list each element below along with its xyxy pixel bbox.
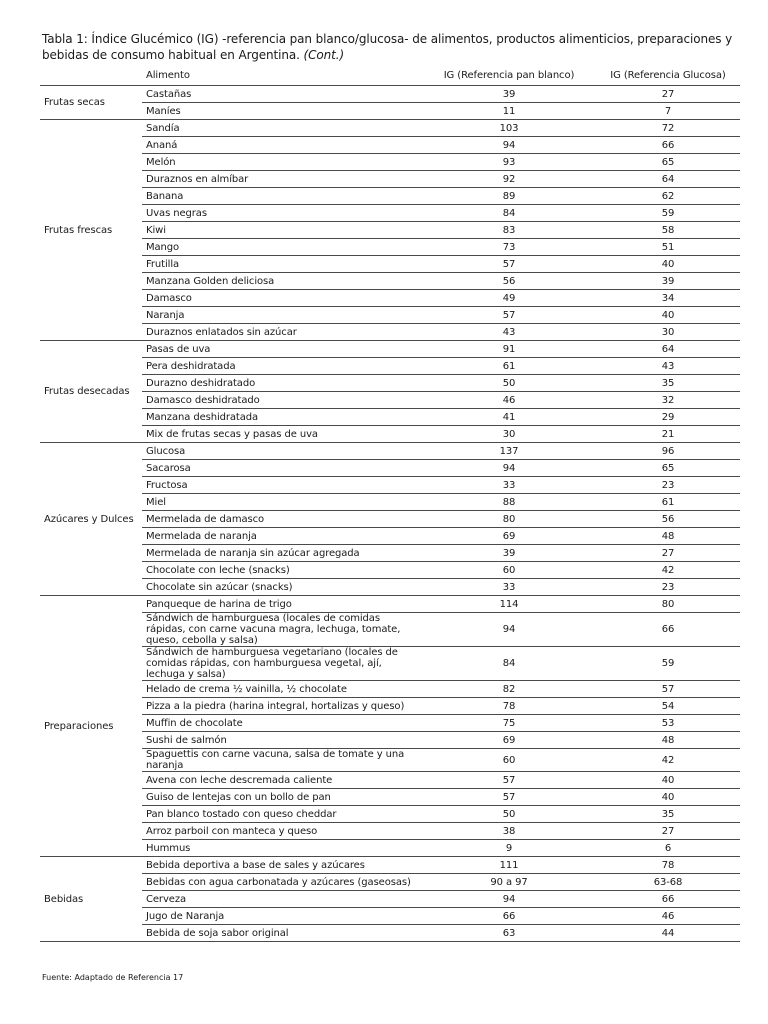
ig-bread-value: 103 xyxy=(422,120,596,137)
ig-glucose-value: 59 xyxy=(596,205,740,222)
ig-bread-value: 94 xyxy=(422,137,596,154)
food-name: Fructosa xyxy=(142,477,422,494)
ig-bread-value: 41 xyxy=(422,409,596,426)
ig-bread-value: 49 xyxy=(422,290,596,307)
table-row xyxy=(40,222,740,239)
table-row xyxy=(40,579,740,596)
ig-glucose-value: 44 xyxy=(596,925,740,942)
table-row xyxy=(40,120,740,137)
food-name: Frutilla xyxy=(142,256,422,273)
food-name: Pizza a la piedra (harina integral, hortalizas y queso) xyxy=(142,698,422,715)
ig-glucose-value: 39 xyxy=(596,273,740,290)
food-name: Manzana Golden deliciosa xyxy=(142,273,422,290)
food-name: Mermelada de damasco xyxy=(142,511,422,528)
ig-bread-value: 82 xyxy=(422,681,596,698)
ig-bread-value: 92 xyxy=(422,171,596,188)
ig-glucose-value: 29 xyxy=(596,409,740,426)
table-row xyxy=(40,772,740,789)
table-row xyxy=(40,511,740,528)
table-row xyxy=(40,290,740,307)
ig-bread-value: 50 xyxy=(422,806,596,823)
food-name: Castañas xyxy=(142,86,422,103)
food-name: Arroz parboil con manteca y queso xyxy=(142,823,422,840)
ig-glucose-value: 64 xyxy=(596,171,740,188)
food-name: Glucosa xyxy=(142,443,422,460)
ig-bread-value: 78 xyxy=(422,698,596,715)
food-name: Cerveza xyxy=(142,891,422,908)
glycemic-index-table xyxy=(40,66,740,942)
food-name: Muffin de chocolate xyxy=(142,715,422,732)
ig-glucose-value: 61 xyxy=(596,494,740,511)
table-row xyxy=(40,239,740,256)
ig-glucose-value: 80 xyxy=(596,596,740,613)
food-name: Guiso de lentejas con un bollo de pan xyxy=(142,789,422,806)
food-name: Pan blanco tostado con queso cheddar xyxy=(142,806,422,823)
table-row xyxy=(40,426,740,443)
table-row xyxy=(40,154,740,171)
ig-bread-value: 60 xyxy=(422,749,596,772)
ig-glucose-value: 56 xyxy=(596,511,740,528)
table-row xyxy=(40,715,740,732)
table-row xyxy=(40,460,740,477)
ig-glucose-value: 34 xyxy=(596,290,740,307)
table-row xyxy=(40,823,740,840)
table-row xyxy=(40,596,740,613)
ig-bread-value: 90 a 97 xyxy=(422,874,596,891)
table-row xyxy=(40,494,740,511)
table-row xyxy=(40,188,740,205)
table-row xyxy=(40,392,740,409)
ig-glucose-value: 96 xyxy=(596,443,740,460)
ig-glucose-value: 46 xyxy=(596,908,740,925)
ig-bread-value: 94 xyxy=(422,891,596,908)
food-name: Chocolate sin azúcar (snacks) xyxy=(142,579,422,596)
header-ig-bread: IG (Referencia pan blanco) xyxy=(422,66,596,86)
ig-bread-value: 73 xyxy=(422,239,596,256)
ig-bread-value: 83 xyxy=(422,222,596,239)
ig-bread-value: 69 xyxy=(422,732,596,749)
ig-bread-value: 84 xyxy=(422,647,596,681)
ig-glucose-value: 59 xyxy=(596,647,740,681)
ig-bread-value: 11 xyxy=(422,103,596,120)
header-ig-glucose: IG (Referencia Glucosa) xyxy=(596,66,740,86)
food-name: Sándwich de hamburguesa (locales de comidas rápidas, con carne vacuna magra, lechuga, tomate, queso, cebolla y salsa) xyxy=(142,613,422,647)
ig-glucose-value: 27 xyxy=(596,823,740,840)
ig-bread-value: 114 xyxy=(422,596,596,613)
table-body xyxy=(40,86,740,942)
table-row xyxy=(40,840,740,857)
ig-bread-value: 63 xyxy=(422,925,596,942)
food-name: Miel xyxy=(142,494,422,511)
food-name: Damasco xyxy=(142,290,422,307)
food-name: Kiwi xyxy=(142,222,422,239)
ig-glucose-value: 27 xyxy=(596,86,740,103)
food-name: Spaguettis con carne vacuna, salsa de tomate y una naranja xyxy=(142,749,422,772)
table-row xyxy=(40,256,740,273)
food-name: Ananá xyxy=(142,137,422,154)
food-name: Mango xyxy=(142,239,422,256)
table-row xyxy=(40,908,740,925)
table-header-row xyxy=(40,66,740,86)
table-row xyxy=(40,613,740,647)
food-name: Uvas negras xyxy=(142,205,422,222)
ig-glucose-value: 63-68 xyxy=(596,874,740,891)
ig-glucose-value: 23 xyxy=(596,579,740,596)
ig-bread-value: 33 xyxy=(422,579,596,596)
ig-bread-value: 69 xyxy=(422,528,596,545)
ig-bread-value: 66 xyxy=(422,908,596,925)
table-row xyxy=(40,925,740,942)
ig-glucose-value: 43 xyxy=(596,358,740,375)
source-note: Fuente: Adaptado de Referencia 17 xyxy=(42,973,184,982)
ig-glucose-value: 40 xyxy=(596,256,740,273)
food-name: Mermelada de naranja sin azúcar agregada xyxy=(142,545,422,562)
ig-glucose-value: 40 xyxy=(596,789,740,806)
caption-continued: (Cont.) xyxy=(303,48,345,62)
food-name: Maníes xyxy=(142,103,422,120)
ig-bread-value: 94 xyxy=(422,613,596,647)
table-row xyxy=(40,857,740,874)
category-label: Frutas secas xyxy=(40,86,142,120)
food-name: Sándwich de hamburguesa vegetariano (locales de comidas rápidas, con hamburguesa vegetal, ají, lechuga y salsa) xyxy=(142,647,422,681)
ig-glucose-value: 53 xyxy=(596,715,740,732)
food-name: Durazno deshidratado xyxy=(142,375,422,392)
table-row xyxy=(40,681,740,698)
table-row xyxy=(40,732,740,749)
food-name: Bebida de soja sabor original xyxy=(142,925,422,942)
ig-bread-value: 56 xyxy=(422,273,596,290)
ig-glucose-value: 30 xyxy=(596,324,740,341)
ig-glucose-value: 65 xyxy=(596,460,740,477)
ig-bread-value: 61 xyxy=(422,358,596,375)
ig-glucose-value: 57 xyxy=(596,681,740,698)
ig-bread-value: 94 xyxy=(422,460,596,477)
table-row xyxy=(40,891,740,908)
ig-bread-value: 57 xyxy=(422,307,596,324)
ig-glucose-value: 27 xyxy=(596,545,740,562)
food-name: Chocolate con leche (snacks) xyxy=(142,562,422,579)
table-row xyxy=(40,103,740,120)
food-name: Bebida deportiva a base de sales y azúcares xyxy=(142,857,422,874)
category-label: Azúcares y Dulces xyxy=(40,443,142,596)
table-row xyxy=(40,205,740,222)
ig-bread-value: 50 xyxy=(422,375,596,392)
ig-glucose-value: 48 xyxy=(596,732,740,749)
category-label: Preparaciones xyxy=(40,596,142,857)
ig-glucose-value: 32 xyxy=(596,392,740,409)
ig-glucose-value: 42 xyxy=(596,562,740,579)
food-name: Mix de frutas secas y pasas de uva xyxy=(142,426,422,443)
food-name: Sandía xyxy=(142,120,422,137)
food-name: Manzana deshidratada xyxy=(142,409,422,426)
table-row xyxy=(40,171,740,188)
category-label: Bebidas xyxy=(40,857,142,942)
ig-bread-value: 91 xyxy=(422,341,596,358)
table-row xyxy=(40,137,740,154)
ig-bread-value: 84 xyxy=(422,205,596,222)
ig-glucose-value: 72 xyxy=(596,120,740,137)
ig-glucose-value: 66 xyxy=(596,891,740,908)
table-row xyxy=(40,375,740,392)
table-row xyxy=(40,358,740,375)
ig-glucose-value: 23 xyxy=(596,477,740,494)
ig-glucose-value: 35 xyxy=(596,375,740,392)
ig-bread-value: 43 xyxy=(422,324,596,341)
ig-glucose-value: 48 xyxy=(596,528,740,545)
ig-bread-value: 46 xyxy=(422,392,596,409)
food-name: Duraznos enlatados sin azúcar xyxy=(142,324,422,341)
caption-text: Tabla 1: Índice Glucémico (IG) -referencia pan blanco/glucosa- de alimentos, productos alimenticios, preparaciones y bebidas de consumo habitual en Argentina. xyxy=(42,32,733,62)
table-row xyxy=(40,698,740,715)
food-name: Avena con leche descremada caliente xyxy=(142,772,422,789)
ig-bread-value: 137 xyxy=(422,443,596,460)
ig-bread-value: 39 xyxy=(422,545,596,562)
food-name: Melón xyxy=(142,154,422,171)
ig-glucose-value: 35 xyxy=(596,806,740,823)
table-row xyxy=(40,789,740,806)
food-name: Mermelada de naranja xyxy=(142,528,422,545)
ig-glucose-value: 58 xyxy=(596,222,740,239)
ig-glucose-value: 78 xyxy=(596,857,740,874)
ig-glucose-value: 42 xyxy=(596,749,740,772)
ig-glucose-value: 40 xyxy=(596,307,740,324)
food-name: Pera deshidratada xyxy=(142,358,422,375)
ig-bread-value: 93 xyxy=(422,154,596,171)
ig-bread-value: 57 xyxy=(422,772,596,789)
ig-glucose-value: 40 xyxy=(596,772,740,789)
ig-glucose-value: 21 xyxy=(596,426,740,443)
ig-glucose-value: 54 xyxy=(596,698,740,715)
table-row xyxy=(40,874,740,891)
ig-bread-value: 38 xyxy=(422,823,596,840)
ig-bread-value: 30 xyxy=(422,426,596,443)
ig-glucose-value: 51 xyxy=(596,239,740,256)
category-label: Frutas frescas xyxy=(40,120,142,341)
table-row xyxy=(40,324,740,341)
food-name: Bebidas con agua carbonatada y azúcares (gaseosas) xyxy=(142,874,422,891)
table-row xyxy=(40,806,740,823)
ig-glucose-value: 64 xyxy=(596,341,740,358)
ig-bread-value: 57 xyxy=(422,256,596,273)
food-name: Banana xyxy=(142,188,422,205)
header-category xyxy=(40,66,142,86)
ig-bread-value: 89 xyxy=(422,188,596,205)
table-row xyxy=(40,528,740,545)
food-name: Duraznos en almíbar xyxy=(142,171,422,188)
food-name: Jugo de Naranja xyxy=(142,908,422,925)
food-name: Naranja xyxy=(142,307,422,324)
ig-bread-value: 9 xyxy=(422,840,596,857)
food-name: Hummus xyxy=(142,840,422,857)
table-row xyxy=(40,562,740,579)
header-food: Alimento xyxy=(142,66,422,86)
food-name: Sushi de salmón xyxy=(142,732,422,749)
ig-bread-value: 60 xyxy=(422,562,596,579)
food-name: Damasco deshidratado xyxy=(142,392,422,409)
table-row xyxy=(40,273,740,290)
category-label: Frutas desecadas xyxy=(40,341,142,443)
ig-bread-value: 75 xyxy=(422,715,596,732)
table-row xyxy=(40,86,740,103)
table-row xyxy=(40,477,740,494)
table-row xyxy=(40,307,740,324)
ig-glucose-value: 7 xyxy=(596,103,740,120)
ig-bread-value: 80 xyxy=(422,511,596,528)
table-row xyxy=(40,443,740,460)
food-name: Pasas de uva xyxy=(142,341,422,358)
ig-bread-value: 111 xyxy=(422,857,596,874)
table-row xyxy=(40,749,740,772)
ig-bread-value: 39 xyxy=(422,86,596,103)
table-row xyxy=(40,647,740,681)
food-name: Helado de crema ½ vainilla, ½ chocolate xyxy=(142,681,422,698)
table-row xyxy=(40,341,740,358)
ig-glucose-value: 65 xyxy=(596,154,740,171)
food-name: Sacarosa xyxy=(142,460,422,477)
ig-glucose-value: 66 xyxy=(596,137,740,154)
ig-glucose-value: 6 xyxy=(596,840,740,857)
ig-bread-value: 57 xyxy=(422,789,596,806)
food-name: Panqueque de harina de trigo xyxy=(142,596,422,613)
ig-bread-value: 88 xyxy=(422,494,596,511)
table-row xyxy=(40,409,740,426)
table-caption xyxy=(42,31,742,63)
ig-glucose-value: 62 xyxy=(596,188,740,205)
ig-glucose-value: 66 xyxy=(596,613,740,647)
ig-bread-value: 33 xyxy=(422,477,596,494)
table-row xyxy=(40,545,740,562)
